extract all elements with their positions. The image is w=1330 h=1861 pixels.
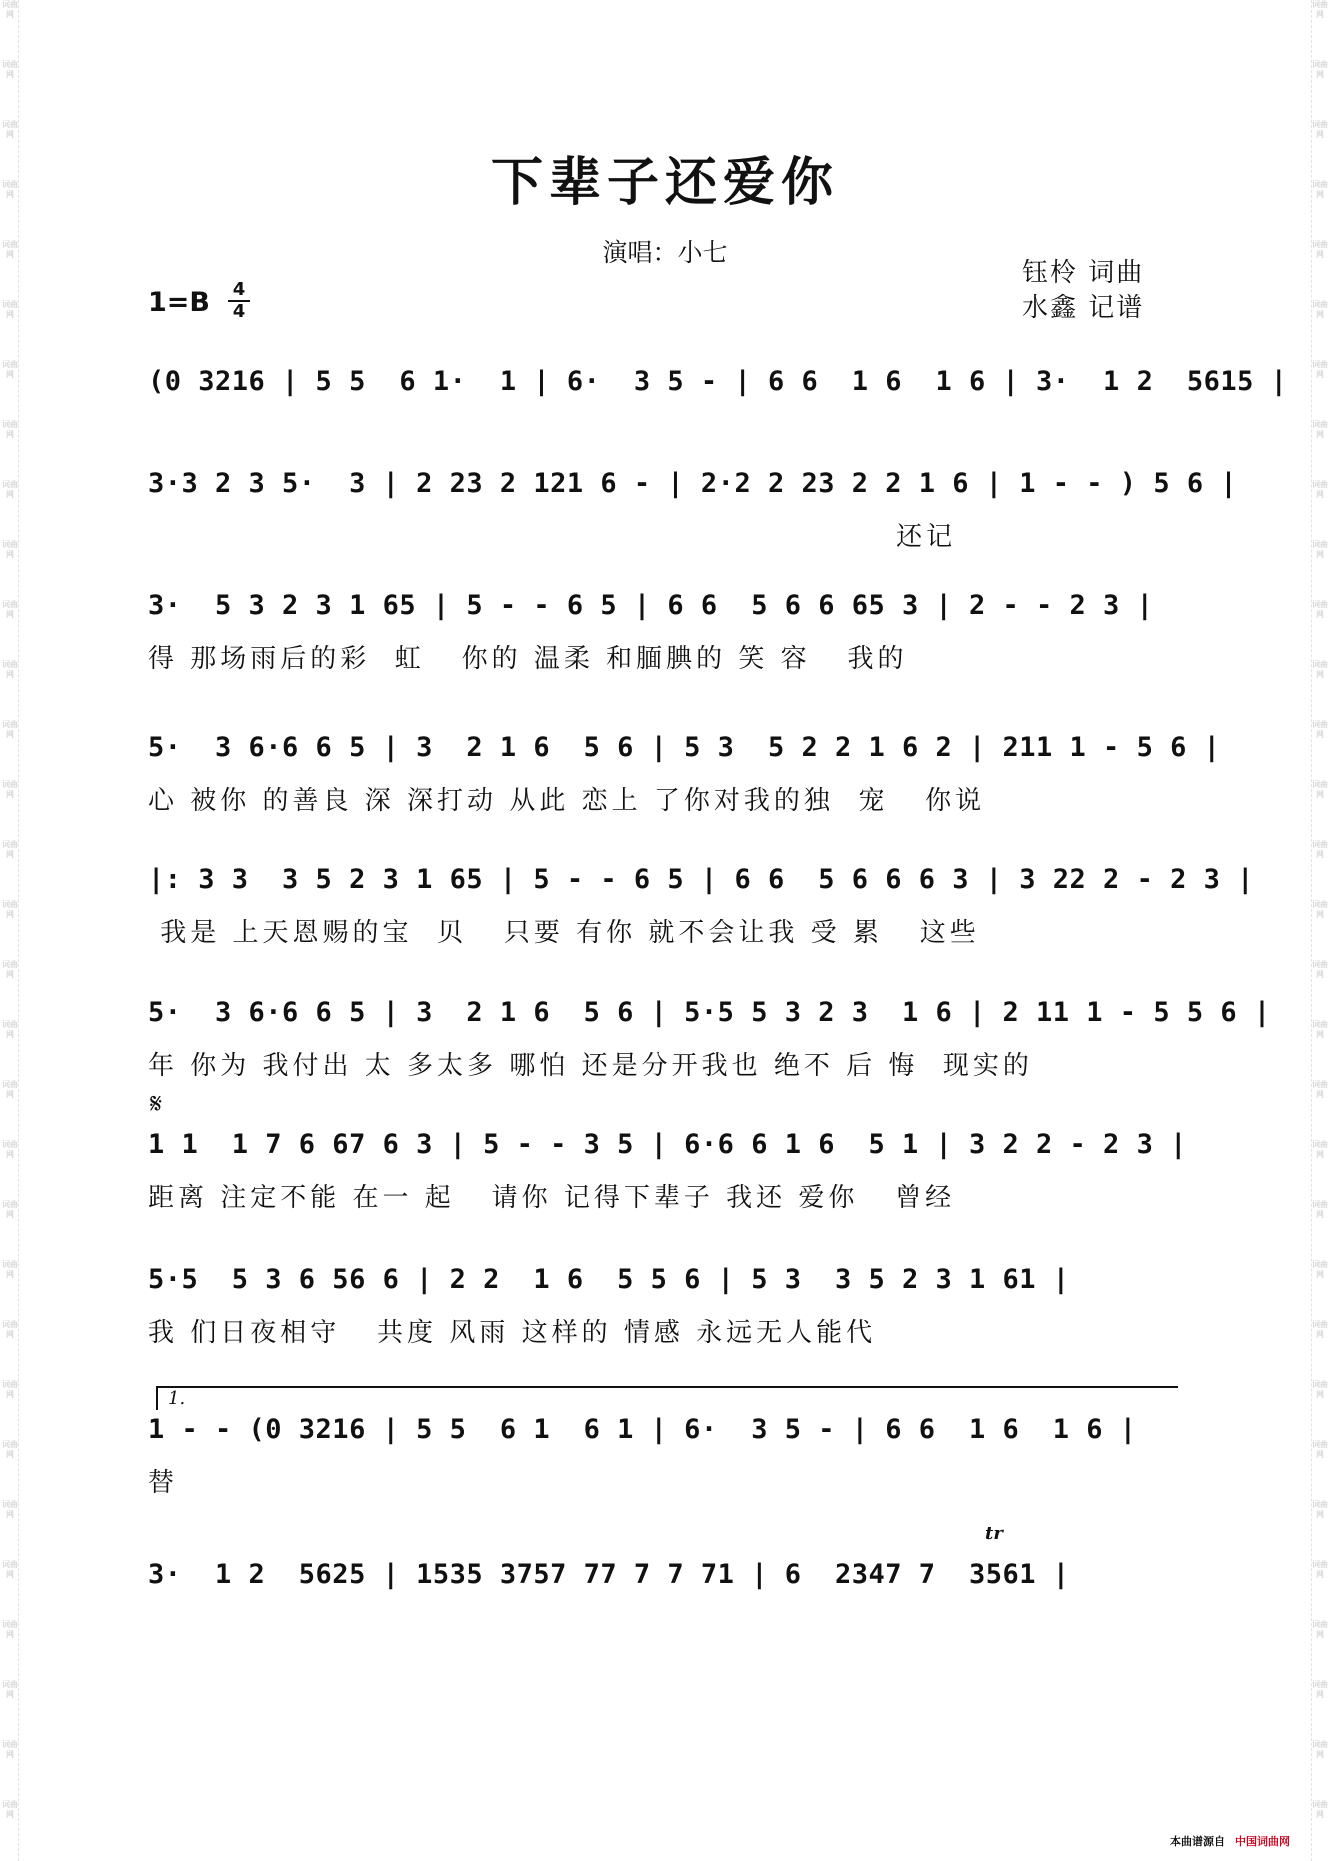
lyrics-line: 替	[148, 1468, 179, 1498]
song-title: 下辈子还爱你	[490, 152, 839, 213]
first-ending-bracket	[156, 1386, 1178, 1410]
time-signature-top: 4	[232, 279, 246, 300]
lyrics-music-credit: 钰柃 词曲	[1022, 258, 1145, 288]
time-signature-bottom: 4	[232, 301, 246, 322]
lyrics-line: 距离 注定不能 在一 起 请你 记得下辈子 我还 爱你 曾经	[148, 1183, 956, 1213]
notation-credit: 水鑫 记谱	[1022, 293, 1145, 323]
notation-line: 1 - - (0 3216 | 5 5 6 1 6 1 | 6· 3 5 - | 6 6 1 6 1 6 |	[148, 1414, 1137, 1445]
lyrics-line: 得 那场雨后的彩 虹 你的 温柔 和腼腆的 笑 容 我的	[148, 644, 908, 674]
lyrics-line: 我 们日夜相守 共度 风雨 这样的 情感 永远无人能代	[148, 1318, 877, 1348]
music-system	[0, 860, 1330, 980]
lyrics-line: 年 你为 我付出 太 多太多 哪怕 还是分开我也 绝不 后 悔 现实的	[148, 1051, 1033, 1081]
footer-source: 本曲谱源自	[1170, 1835, 1225, 1848]
music-system	[0, 993, 1330, 1113]
notation-line: 3·3 2 3 5· 3 | 2 23 2 121 6 - | 2·2 2 23 2 2 1 6 | 1 - - ) 5 6 |	[148, 468, 1238, 499]
music-system	[0, 464, 1330, 584]
notation-line: 1 1 1 7 6 67 6 3 | 5 - - 3 5 | 6·6 6 1 6 5 1 | 3 2 2 - 2 3 |	[148, 1129, 1187, 1160]
segno-sign: 𝄋	[150, 1087, 163, 1120]
time-signature	[228, 281, 250, 321]
music-system	[0, 1523, 1330, 1675]
music-system	[0, 586, 1330, 706]
music-system	[0, 728, 1330, 848]
footer-brand-link[interactable]: 中国词曲网	[1235, 1835, 1290, 1848]
notation-line: 5·5 5 3 6 56 6 | 2 2 1 6 5 5 6 | 5 3 3 5 2 3 1 61 |	[148, 1264, 1070, 1295]
watermark-right: 词曲网 词曲网 词曲网 词曲网 词曲网 词曲网 词曲网 词曲网 词曲网 词曲网 词曲网 词曲网 词曲网 词曲网 词曲网 词曲网 词曲网 词曲网 词曲网 词曲网 词曲网 词曲网 词曲网 词曲网 词曲网 词曲网 词曲网 词曲网 词曲网 词曲网 词曲网	[1311, 0, 1328, 1861]
notation-line: 3· 5 3 2 3 1 65 | 5 - - 6 5 | 6 6 5 6 6 65 3 | 2 - - 2 3 |	[148, 590, 1154, 621]
notation-line: 5· 3 6·6 6 5 | 3 2 1 6 5 6 | 5·5 5 3 2 3 1 6 | 2 11 1 - 5 5 6 |	[148, 997, 1271, 1028]
notation-line: |: 3 3 3 5 2 3 1 65 | 5 - - 6 5 | 6 6 5 6 6 6 3 | 3 22 2 - 2 3 |	[148, 864, 1254, 895]
music-system	[0, 1260, 1330, 1380]
lyrics-line: 我是 上天恩赐的宝 贝 只要 有你 就不会让我 受 累 这些	[148, 918, 980, 948]
watermark-left: 词曲网 词曲网 词曲网 词曲网 词曲网 词曲网 词曲网 词曲网 词曲网 词曲网 词曲网 词曲网 词曲网 词曲网 词曲网 词曲网 词曲网 词曲网 词曲网 词曲网 词曲网 词曲网 词曲网 词曲网 词曲网 词曲网 词曲网 词曲网 词曲网 词曲网 词曲网	[2, 0, 19, 1861]
first-ending-label: 1.	[168, 1388, 186, 1409]
notation-line: 3· 1 2 5625 | 1535 3757 77 7 7 71 | 6 2347 7 3561 |	[148, 1559, 1070, 1590]
notation-line: (0 3216 | 5 5 6 1· 1 | 6· 3 5 - | 6 6 1 6 1 6 | 3· 1 2 5615 |	[148, 366, 1288, 397]
singer-line: 演唱：小七	[602, 238, 728, 267]
trill-mark: tr	[985, 1523, 1003, 1544]
notation-line: 5· 3 6·6 6 5 | 3 2 1 6 5 6 | 5 3 5 2 2 1 6 2 | 211 1 - 5 6 |	[148, 732, 1221, 763]
lyrics-line: 还记	[148, 522, 957, 552]
music-system	[0, 1087, 1330, 1245]
music-system	[0, 1388, 1330, 1530]
key-signature: 1=B	[148, 287, 210, 318]
source-footer	[1170, 1833, 1290, 1849]
lyrics-line: 心 被你 的善良 深 深打动 从此 恋上 了你对我的独 宠 你说	[148, 786, 986, 816]
